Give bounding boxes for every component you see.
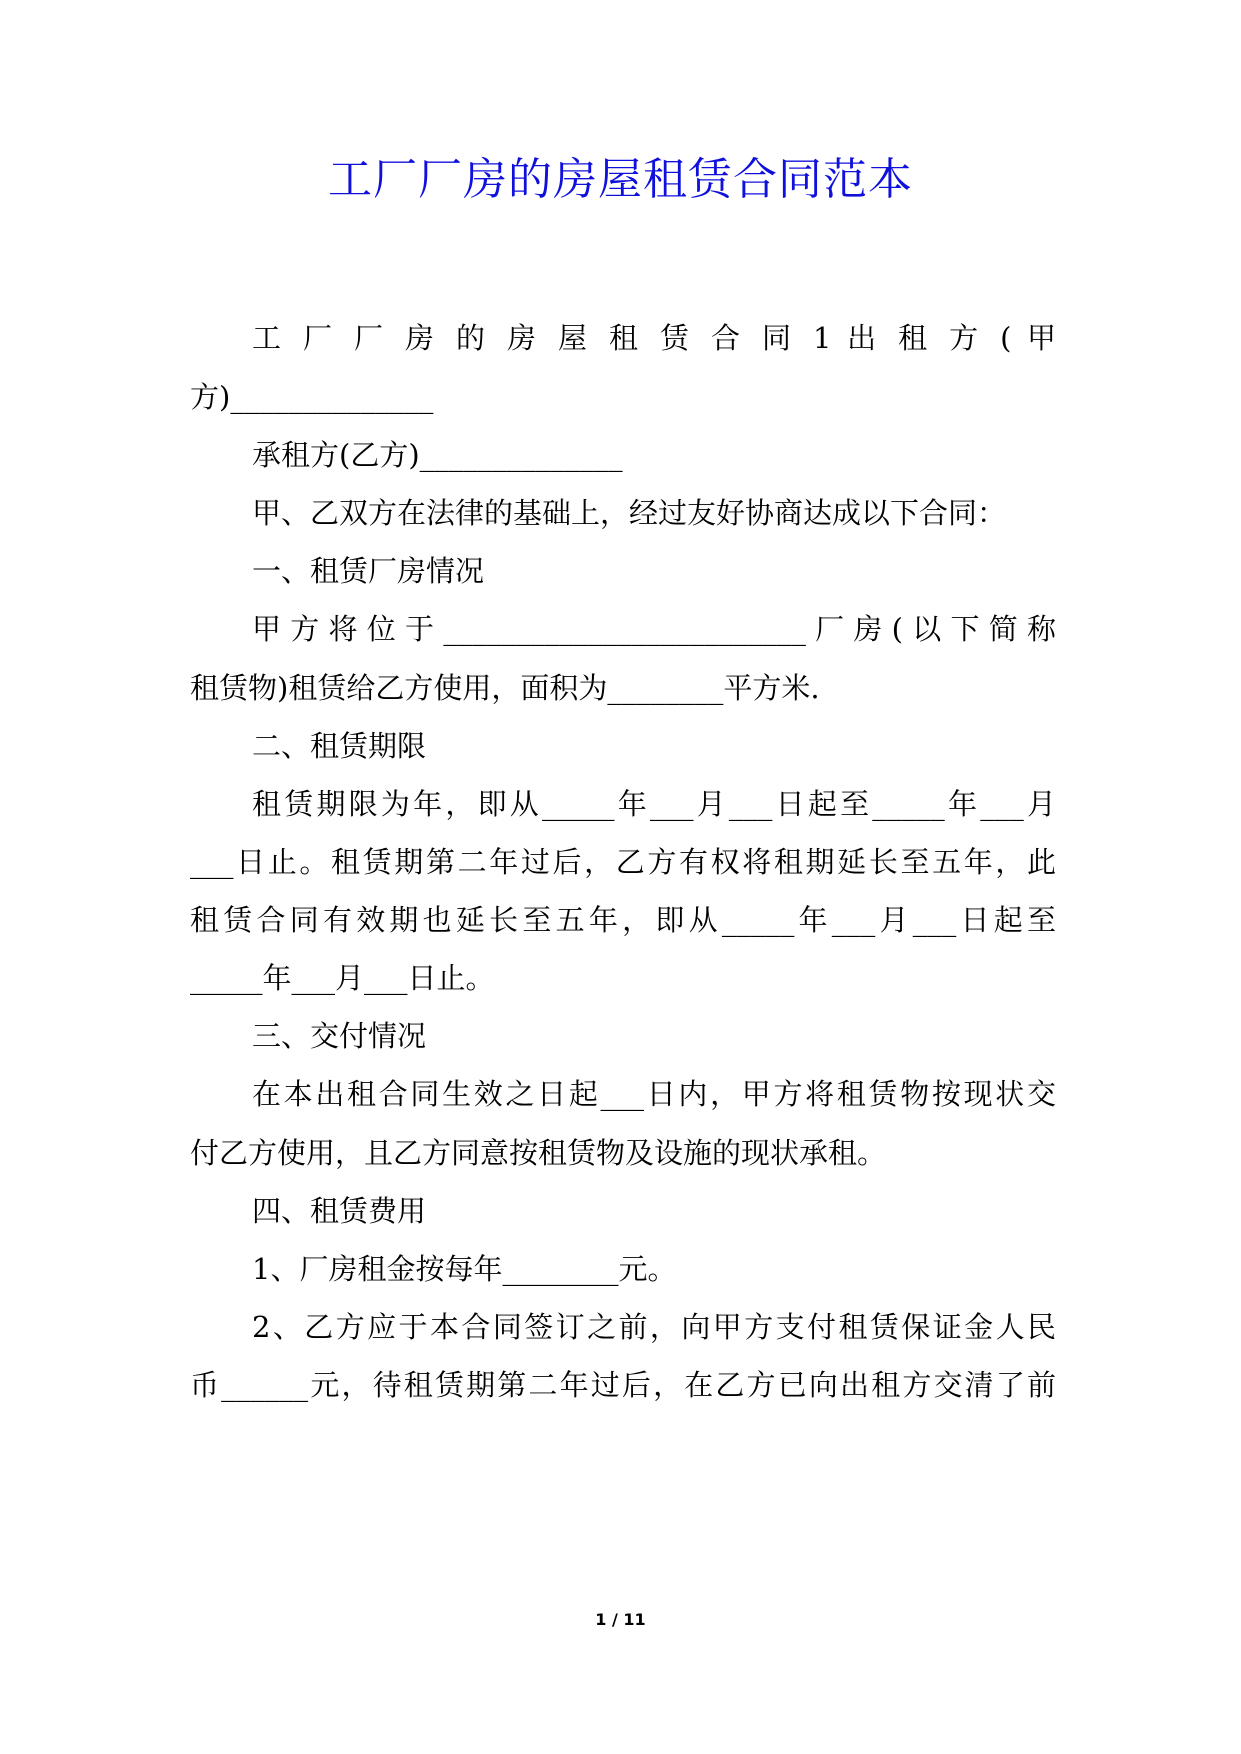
paragraph-line: 方)______________	[190, 380, 434, 414]
section-heading: 一、租赁厂房情况	[252, 554, 485, 588]
paragraph-line: 承租方(乙方)______________	[252, 438, 623, 472]
paragraph-line: 租赁合同有效期也延长至五年，即从_____年___月___日起至	[190, 903, 1056, 937]
page-number: 1 / 11	[595, 1610, 646, 1629]
paragraph-line: 租赁期限为年，即从_____年___月___日起至_____年___月	[252, 787, 1056, 821]
paragraph-line: 在本出租合同生效之日起___日内，甲方将租赁物按现状交	[252, 1077, 1056, 1111]
paragraph-line: 币______元，待租赁期第二年过后，在乙方已向出租方交清了前	[190, 1368, 1056, 1402]
section-heading: 三、交付情况	[252, 1019, 427, 1053]
paragraph-line: 1、厂房租金按每年________元。	[252, 1252, 677, 1286]
paragraph-line: ___日止。租赁期第二年过后，乙方有权将租期延长至五年，此	[190, 845, 1056, 879]
section-heading: 二、租赁期限	[252, 729, 427, 763]
paragraph-line: _____年___月___日止。	[190, 961, 495, 995]
section-heading: 四、租赁费用	[252, 1194, 427, 1228]
paragraph-line: 工 厂 厂 房 的 房 屋 租 赁 合 同 1 出 租 方 ( 甲	[252, 321, 1056, 355]
paragraph-line: 甲方将位于_________________________厂房(以下简称	[252, 612, 1056, 646]
paragraph-line: 付乙方使用，且乙方同意按租赁物及设施的现状承租。	[190, 1136, 887, 1170]
paragraph-line: 2、乙方应于本合同签订之前，向甲方支付租赁保证金人民	[252, 1310, 1056, 1344]
document-title: 工厂厂房的房屋租赁合同范本	[328, 154, 913, 205]
paragraph-line: 甲、乙双方在法律的基础上，经过友好协商达成以下合同：	[252, 496, 1007, 530]
paragraph-line: 租赁物)租赁给乙方使用，面积为________平方米.	[190, 671, 820, 705]
